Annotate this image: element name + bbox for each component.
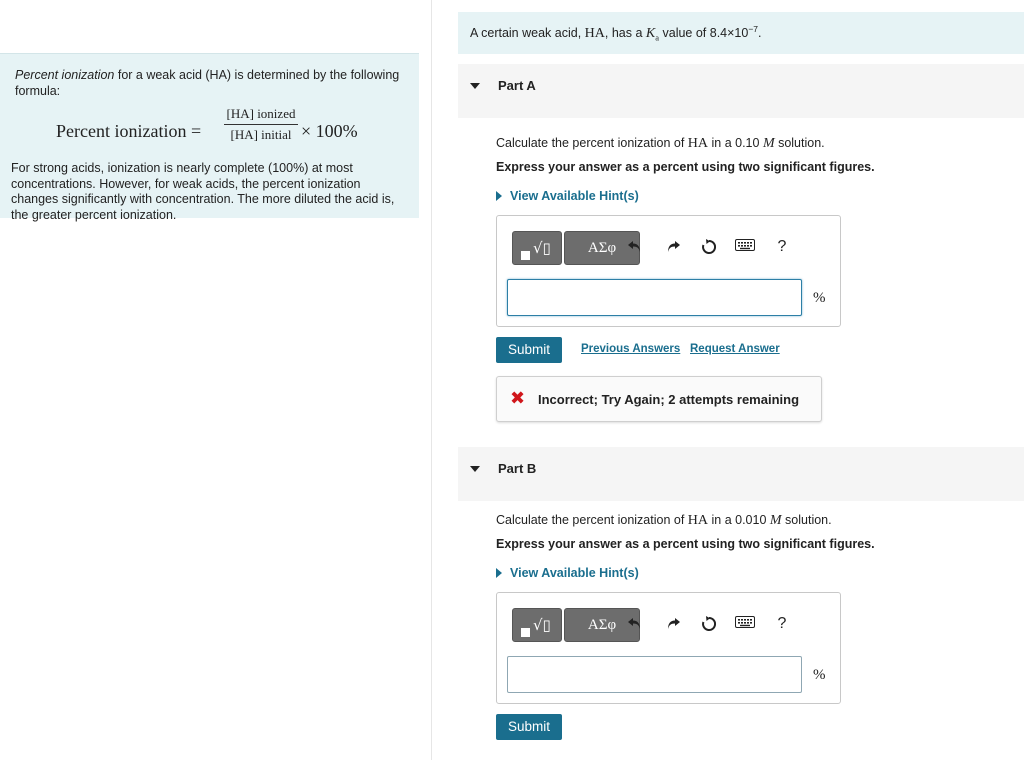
part-b-hint-link[interactable] <box>496 566 639 580</box>
part-b-hint-label: View Available Hint(s) <box>510 566 639 580</box>
reset-icon[interactable] <box>698 613 720 635</box>
part-b-header[interactable] <box>458 447 1024 501</box>
part-b-answer-input[interactable] <box>507 656 802 693</box>
part-b-molar: M <box>769 513 782 528</box>
error-x-icon: ✖ <box>510 388 526 408</box>
part-b-prompt-pre: Calculate the percent ionization of <box>496 513 688 527</box>
question-suffix: value of 8.4×10 <box>659 26 749 40</box>
question-prefix: A certain weak acid, <box>470 26 585 40</box>
intro-term: Percent ionization <box>15 68 115 82</box>
undo-icon[interactable] <box>624 236 646 258</box>
question-statement <box>458 12 1024 54</box>
ka-symbol: K <box>645 26 656 41</box>
formula-fraction <box>224 106 298 142</box>
intro-panel <box>0 53 419 222</box>
question-mid: , has a <box>604 26 646 40</box>
part-a-prompt-post: solution. <box>774 136 825 150</box>
greek-symbols-button[interactable]: ΑΣφ <box>564 608 640 642</box>
part-a-header[interactable] <box>458 64 1024 118</box>
help-icon[interactable]: ? <box>777 238 787 255</box>
keyboard-icon[interactable] <box>734 236 756 258</box>
part-b-prompt-post: solution. <box>781 513 832 527</box>
formula-numerator: [HA] ionized <box>224 106 298 125</box>
undo-icon[interactable] <box>624 613 646 635</box>
previous-answers-link[interactable]: Previous Answers <box>581 343 681 355</box>
part-a-hint-label: View Available Hint(s) <box>510 189 639 203</box>
template-square-icon <box>521 251 530 260</box>
part-a-title: Part A <box>498 78 536 93</box>
part-a-molar: M <box>762 136 775 151</box>
radical-icon: √▯ <box>533 616 551 634</box>
radical-icon: √▯ <box>533 239 551 257</box>
left-column <box>0 0 432 760</box>
help-icon[interactable]: ? <box>777 615 787 632</box>
intro-paragraph: For strong acids, ionization is nearly complete (100%) at most concentrations. However, for weak acids, the percent ionization changes significantly with concentration. The more diluted the acid is, the greater percent ionization. <box>11 161 395 222</box>
template-square-icon <box>521 628 530 637</box>
part-b-acid: HA <box>687 513 709 528</box>
intro-definition <box>15 68 407 99</box>
ka-subscript: a <box>655 32 660 43</box>
formula-lhs: Percent ionization = <box>56 121 202 141</box>
part-b-prompt-mid: in a 0.010 <box>708 513 770 527</box>
keyboard-icon[interactable] <box>734 613 756 635</box>
redo-icon[interactable] <box>662 613 684 635</box>
part-a-feedback <box>496 376 822 422</box>
greek-symbols-button[interactable]: ΑΣφ <box>564 231 640 265</box>
part-a-answer-input[interactable] <box>507 279 802 316</box>
part-a-unit: % <box>813 290 826 306</box>
part-a-prompt-mid: in a 0.10 <box>708 136 763 150</box>
caret-down-icon[interactable] <box>470 83 480 89</box>
question-end: . <box>758 26 762 40</box>
part-a-acid: HA <box>687 136 709 151</box>
part-b-unit: % <box>813 667 826 683</box>
formula-multiplier: × 100% <box>301 121 358 141</box>
part-a-submit-button[interactable]: Submit <box>496 337 562 363</box>
reset-icon[interactable] <box>698 236 720 258</box>
redo-icon[interactable] <box>662 236 684 258</box>
part-a-hint-link[interactable] <box>496 189 639 203</box>
formula-denominator: [HA] initial <box>230 126 292 142</box>
templates-button[interactable] <box>512 231 562 265</box>
feedback-message: Incorrect; Try Again; 2 attempts remaining <box>538 392 800 407</box>
percent-ionization-formula <box>11 105 407 155</box>
caret-down-icon[interactable] <box>470 466 480 472</box>
question-acid: HA <box>584 26 605 41</box>
caret-right-icon <box>496 568 502 578</box>
templates-button[interactable] <box>512 608 562 642</box>
part-a-prompt <box>496 136 825 152</box>
request-answer-link[interactable]: Request Answer <box>690 343 780 355</box>
intro-definition-text: for a weak acid (HA) is determined by the following formula: <box>15 68 400 98</box>
part-b-submit-button[interactable]: Submit <box>496 714 562 740</box>
part-b-instruction: Express your answer as a percent using two significant figures. <box>496 537 875 551</box>
part-b-answer-editor <box>496 592 841 704</box>
caret-right-icon <box>496 191 502 201</box>
part-a-prompt-pre: Calculate the percent ionization of <box>496 136 688 150</box>
part-a-answer-editor <box>496 215 841 327</box>
ka-exponent: −7 <box>748 23 759 34</box>
part-a-instruction: Express your answer as a percent using two significant figures. <box>496 160 875 174</box>
part-b-prompt <box>496 513 832 529</box>
part-b-title: Part B <box>498 461 537 476</box>
